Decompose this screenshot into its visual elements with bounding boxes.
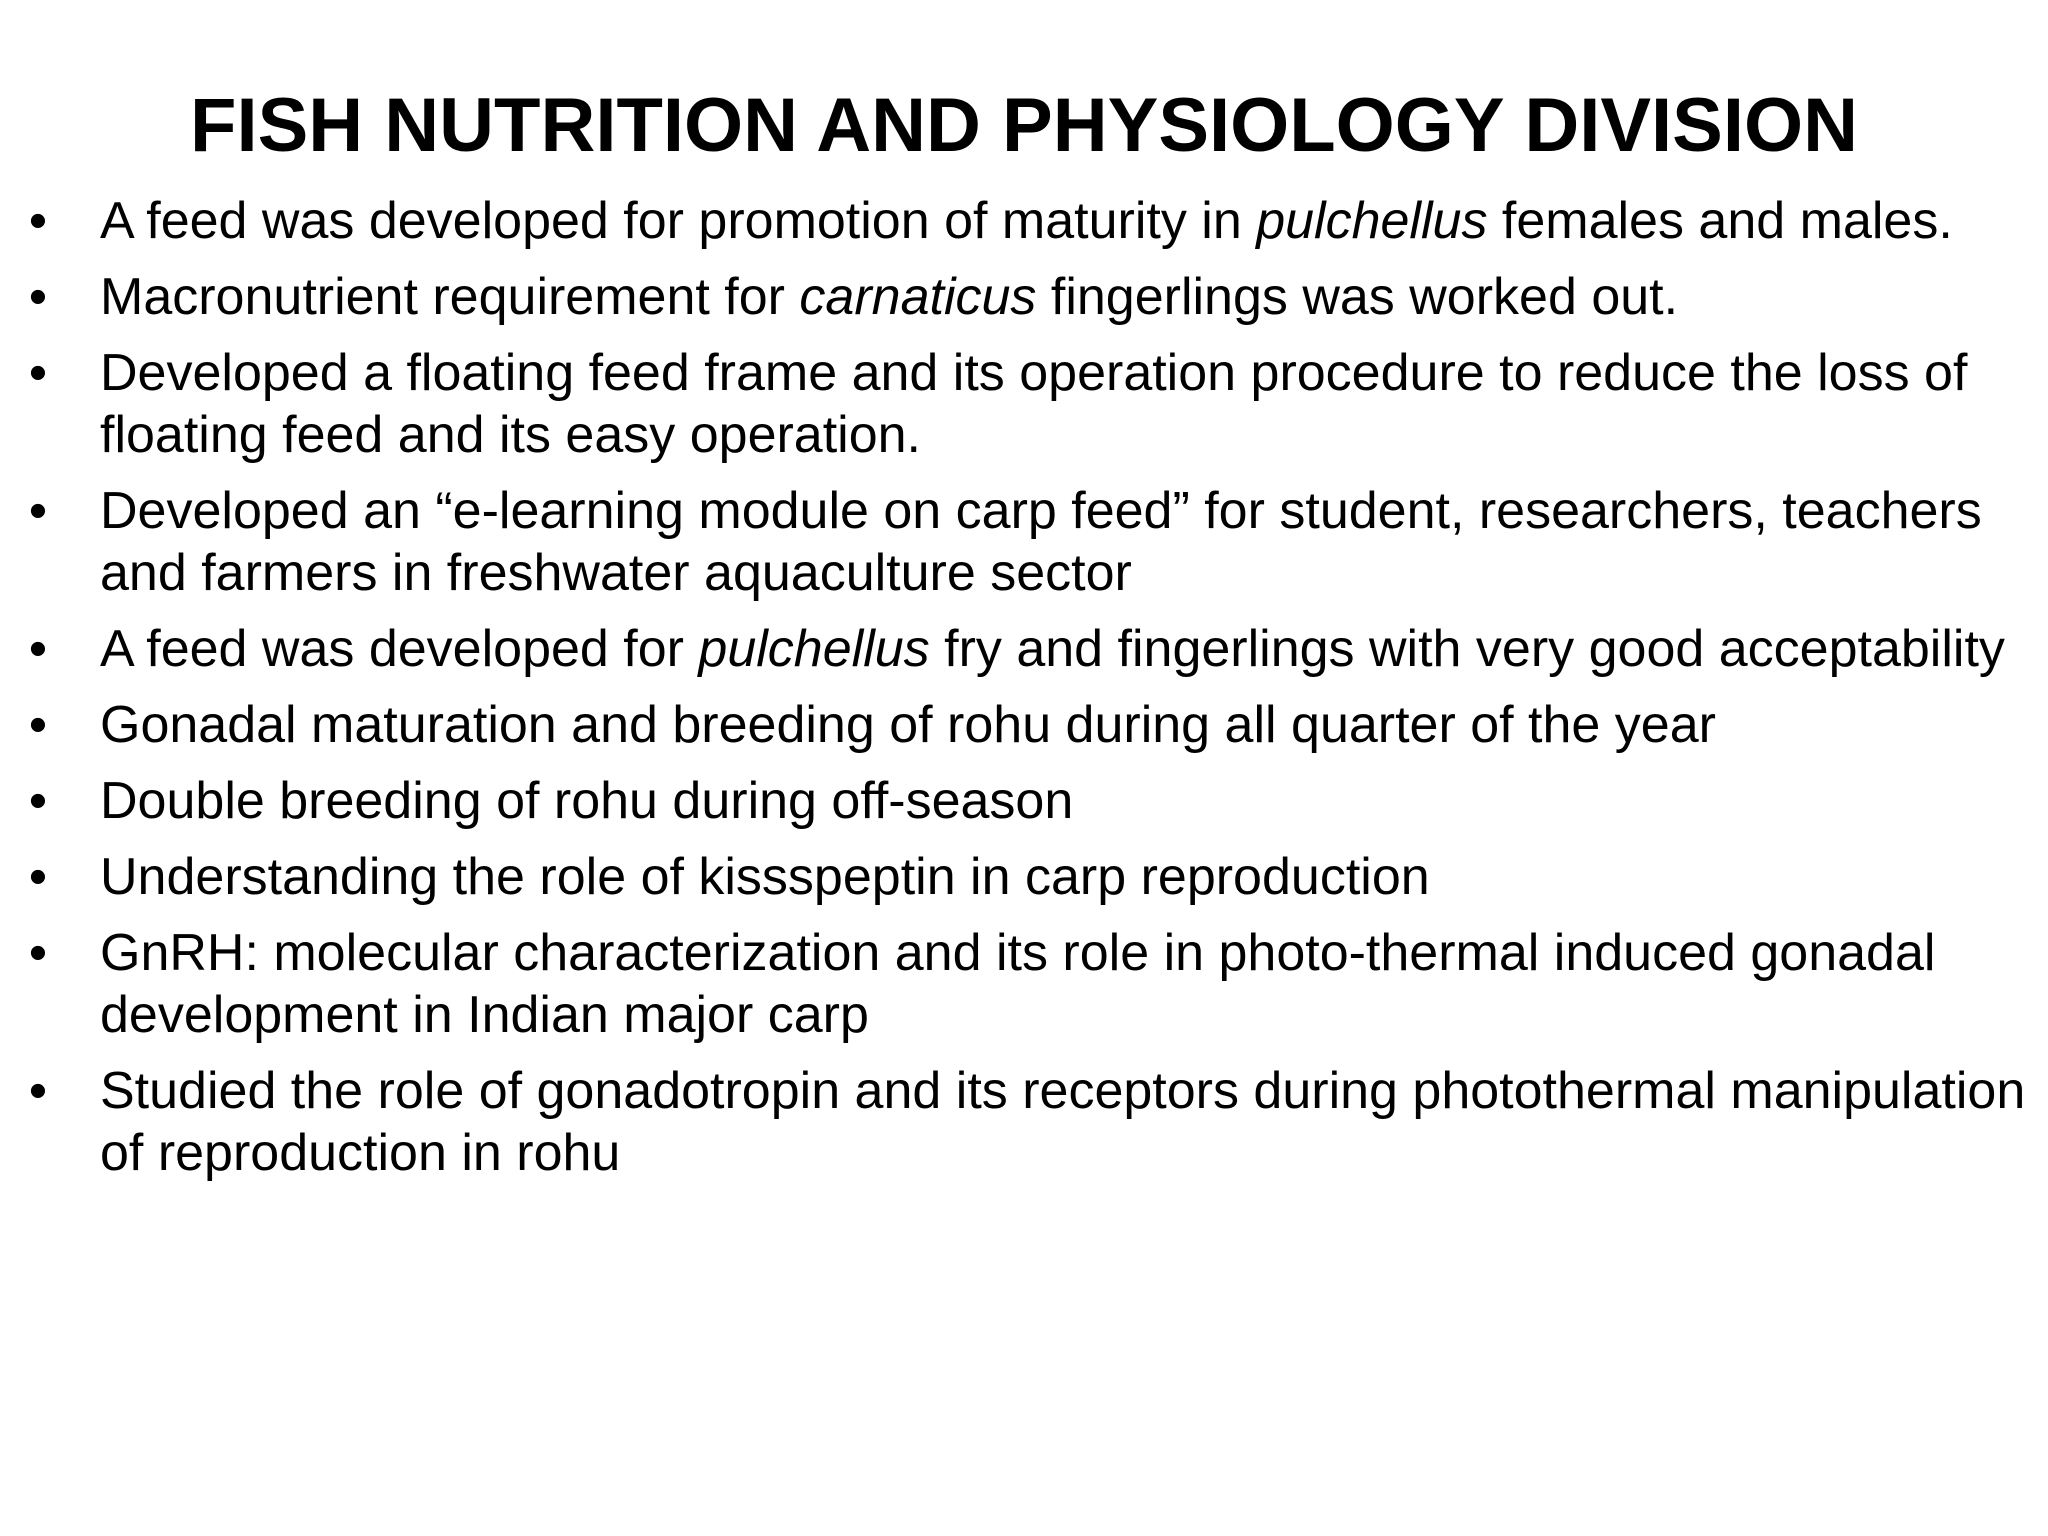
bullet-dot-icon: • — [28, 772, 48, 830]
bullet-text: A feed was developed for promotion of maturity in — [100, 192, 1257, 250]
bullet-item — [18, 618, 2028, 680]
bullet-text: Macronutrient requirement for — [100, 268, 800, 326]
bullet-text: fry and fingerlings with very good acceptability — [929, 620, 2005, 678]
bullet-text: GnRH: molecular characterization and its role in photo-thermal induced gonadal development in Indian major carp — [100, 924, 1936, 1044]
bullet-dot-icon: • — [28, 696, 48, 754]
bullet-item — [18, 694, 2028, 756]
bullet-dot-icon: • — [28, 848, 48, 906]
bullet-text: Developed a floating feed frame and its operation procedure to reduce the loss of floating feed and its easy operation. — [100, 344, 1968, 464]
bullet-dot-icon: • — [28, 924, 48, 982]
bullet-text: Studied the role of gonadotropin and its receptors during photothermal manipulation of reproduction in rohu — [100, 1062, 2026, 1182]
bullet-dot-icon: • — [28, 192, 48, 250]
bullet-item — [18, 266, 2028, 328]
bullet-item — [18, 190, 2028, 252]
bullet-dot-icon: • — [28, 268, 48, 326]
bullet-item — [18, 922, 2028, 1046]
bullet-text: Developed an “e-learning module on carp feed” for student, researchers, teachers and farmers in freshwater aquaculture sector — [100, 482, 1982, 602]
bullet-text-italic: pulchellus — [1256, 192, 1488, 250]
bullet-text: fingerlings was worked out. — [1036, 268, 1679, 326]
bullet-item — [18, 480, 2028, 604]
bullet-text: Gonadal maturation and breeding of rohu during all quarter of the year — [100, 696, 1716, 754]
bullet-dot-icon: • — [28, 344, 48, 402]
bullet-text-italic: pulchellus — [698, 620, 930, 678]
bullet-text: A feed was developed for — [100, 620, 699, 678]
bullet-text: females and males. — [1487, 192, 1953, 250]
bullet-text-italic: carnaticus — [799, 268, 1037, 326]
bullet-item — [18, 770, 2028, 832]
bullet-item — [18, 846, 2028, 908]
bullet-item — [18, 342, 2028, 466]
bullet-dot-icon: • — [28, 1062, 48, 1120]
slide-title: FISH NUTRITION AND PHYSIOLOGY DIVISION — [190, 83, 1858, 168]
bullet-text: Double breeding of rohu during off-season — [100, 772, 1074, 830]
bullet-dot-icon: • — [28, 620, 48, 678]
bullet-list — [18, 190, 2028, 1198]
bullet-item — [18, 1060, 2028, 1184]
bullet-text: Understanding the role of kissspeptin in carp reproduction — [100, 848, 1430, 906]
bullet-dot-icon: • — [28, 482, 48, 540]
